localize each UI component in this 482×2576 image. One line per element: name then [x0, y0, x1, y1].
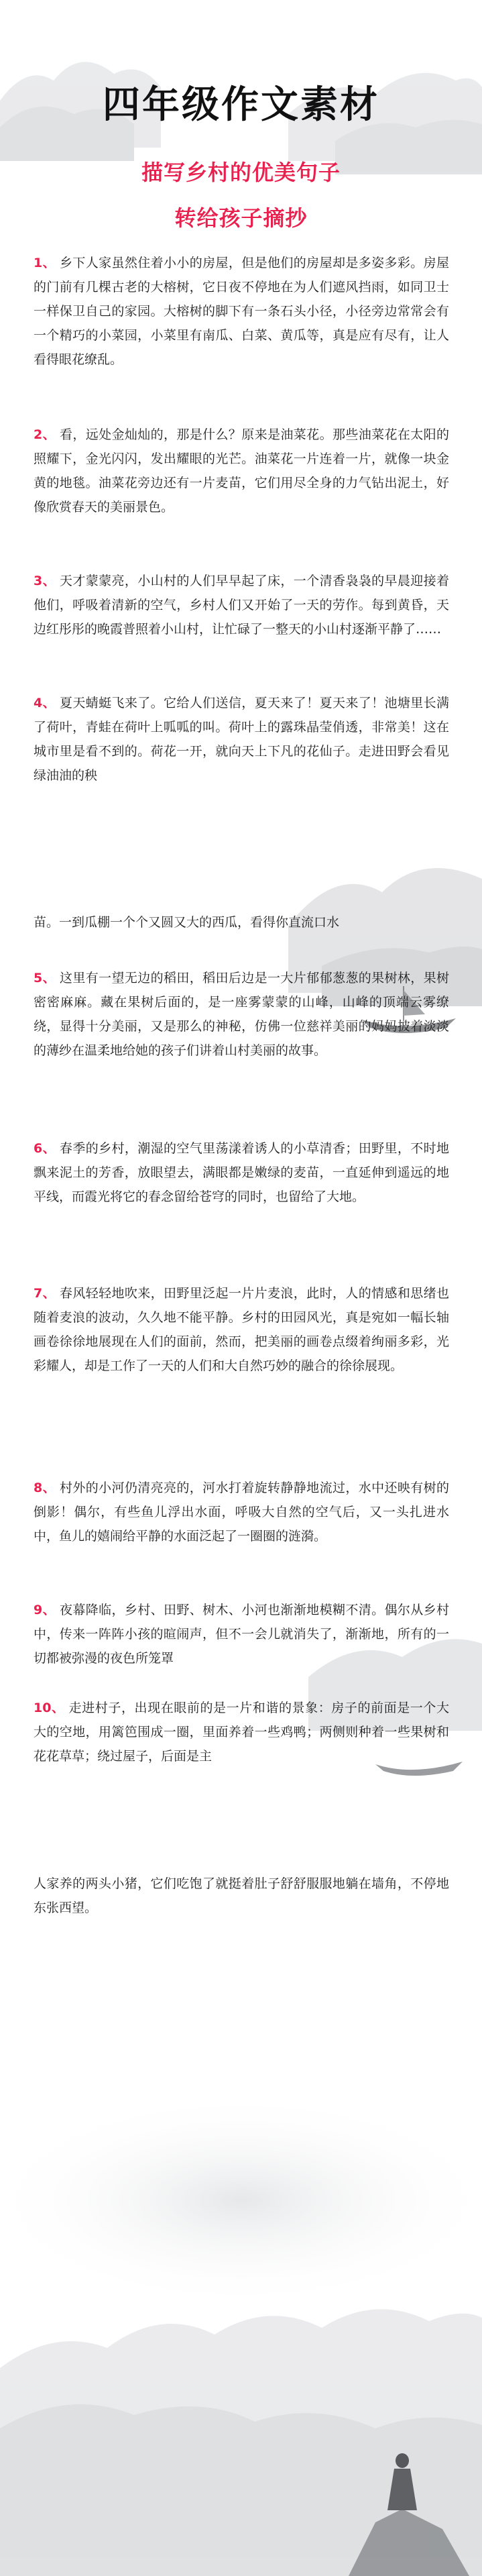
paragraph-number: 5、 [34, 971, 56, 985]
paragraph-text: 这里有一望无边的稻田，稻田后边是一大片郁郁葱葱的果树林，果树密密麻麻。藏在果树后面的，是一座雾蒙蒙的山峰，山峰的顶端云雾缭绕，显得十分美丽，又是那么的神秘，仿佛一位慈祥美丽的妈妈披着淡淡的薄纱在温柔地给她的孩子们讲着山村美丽的故事。 [34, 971, 449, 1058]
paragraph-number: 1、 [34, 256, 56, 270]
paragraph-8 [34, 1476, 449, 1548]
paragraph-text: 春风轻轻地吹来，田野里泛起一片片麦浪，此时，人的情感和思绪也随着麦浪的波动，久久地不能平静。乡村的田园风光，真是宛如一幅长轴画卷徐徐地展现在人们的面前，然而，把美丽的画卷点缀着绚丽多彩，光彩耀人，却是工作了一天的人们和大自然巧妙的融合的徐徐展现。 [34, 1286, 449, 1373]
paragraph-2 [34, 423, 449, 519]
paragraph-10 [34, 1696, 449, 1768]
paragraph-text: 看，远处金灿灿的，那是什么？原来是油菜花。那些油菜花在太阳的照耀下，金光闪闪，发出耀眼的光芒。油菜花一片连着一片，就像一块金黄的地毯。油菜花旁边还有一片麦苗，它们用尽全身的力气钻出泥土，好像欣赏春天的美丽景色。 [34, 427, 449, 515]
paragraph-text: 走进村子，出现在眼前的是一片和谐的景象：房子的前面是一个大大的空地，用篱笆围成一圈，里面养着一些鸡鸭；两侧则种着一些果树和花花草草；绕过屋子，后面是主 [34, 1701, 449, 1764]
subtitle: 描写乡村的优美句子 [141, 160, 341, 185]
paragraph-text: 乡下人家虽然住着小小的房屋，但是他们的房屋却是多姿多彩。房屋的门前有几棵古老的大榕树，它日夜不停地在为人们遮风挡雨，如同卫士一样保卫自己的家园。大榕树的脚下有一条石头小径，小径旁边常常会有一个精巧的小菜园，小菜里有南瓜、白菜、黄瓜等，真是应有尽有，让人看得眼花缭乱。 [34, 256, 449, 367]
paragraph-number: 10、 [34, 1701, 65, 1715]
paragraph-9 [34, 1598, 449, 1670]
paragraph-1 [34, 251, 449, 372]
paragraph-text: 村外的小河仍清亮亮的，河水打着旋转静静地流过，水中还映有树的倒影！偶尔，有些鱼儿浮出水面，呼吸大自然的空气后，又一头扎进水中，鱼儿的嬉闹给平静的水面泛起了一圈圈的涟漪。 [34, 1481, 449, 1544]
paragraph-number: 7、 [34, 1286, 56, 1301]
paragraph-number: 6、 [34, 1141, 56, 1156]
page-title: 四年级作文素材 [103, 83, 379, 127]
paragraph-4-continued [34, 910, 449, 934]
subtitle-secondary: 转给孩子摘抄 [174, 205, 308, 231]
paragraph-3 [34, 569, 449, 641]
paragraph-text: 春季的乡村，潮湿的空气里荡漾着诱人的小草清香；田野里，不时地飘来泥土的芳香，放眼望去，满眼都是嫩绿的麦苗，一直延伸到遥远的地平线，而霞光将它的春念留给苍穹的同时，也留给了大地。 [34, 1141, 449, 1204]
paragraph-4 [34, 691, 449, 788]
paragraph-text: 苗。一到瓜棚一个个又圆又大的西瓜，看得你直流口水 [34, 915, 340, 930]
paragraph-number: 3、 [34, 574, 56, 588]
paragraph-text: 天才蒙蒙亮，小山村的人们早早起了床，一个清香袅袅的早晨迎接着他们，呼吸着清新的空气，乡村人们又开始了一天的劳作。每到黄昏，天边红彤彤的晚霞普照着小山村，让忙碌了一整天的小山村逐渐平静了…… [34, 574, 449, 637]
paragraph-text: 夏天蜻蜓飞来了。它给人们送信，夏天来了！夏天来了！池塘里长满了荷叶，青蛙在荷叶上呱呱的叫。荷叶上的露珠晶莹俏透，非常美！这在城市里是看不到的。荷花一开，就向天上下凡的花仙子。走进田野会看见绿油油的秧 [34, 696, 449, 783]
paragraph-5 [34, 966, 449, 1063]
paragraph-7 [34, 1281, 449, 1378]
paragraph-number: 4、 [34, 696, 56, 710]
paragraph-text: 夜幕降临，乡村、田野、树木、小河也渐渐地模糊不清。偶尔从乡村中，传来一阵阵小孩的暄闹声，但不一会儿就消失了，渐渐地，所有的一切都被弥漫的夜色所笼罩 [34, 1603, 449, 1666]
paragraph-text: 人家养的两头小猪，它们吃饱了就挺着肚子舒舒服服地躺在墙角，不停地东张西望。 [34, 1876, 449, 1915]
paragraph-6 [34, 1136, 449, 1209]
paragraph-10-continued [34, 1872, 449, 1920]
paragraph-number: 2、 [34, 427, 56, 442]
paragraph-number: 8、 [34, 1481, 56, 1495]
paragraph-number: 9、 [34, 1603, 56, 1617]
